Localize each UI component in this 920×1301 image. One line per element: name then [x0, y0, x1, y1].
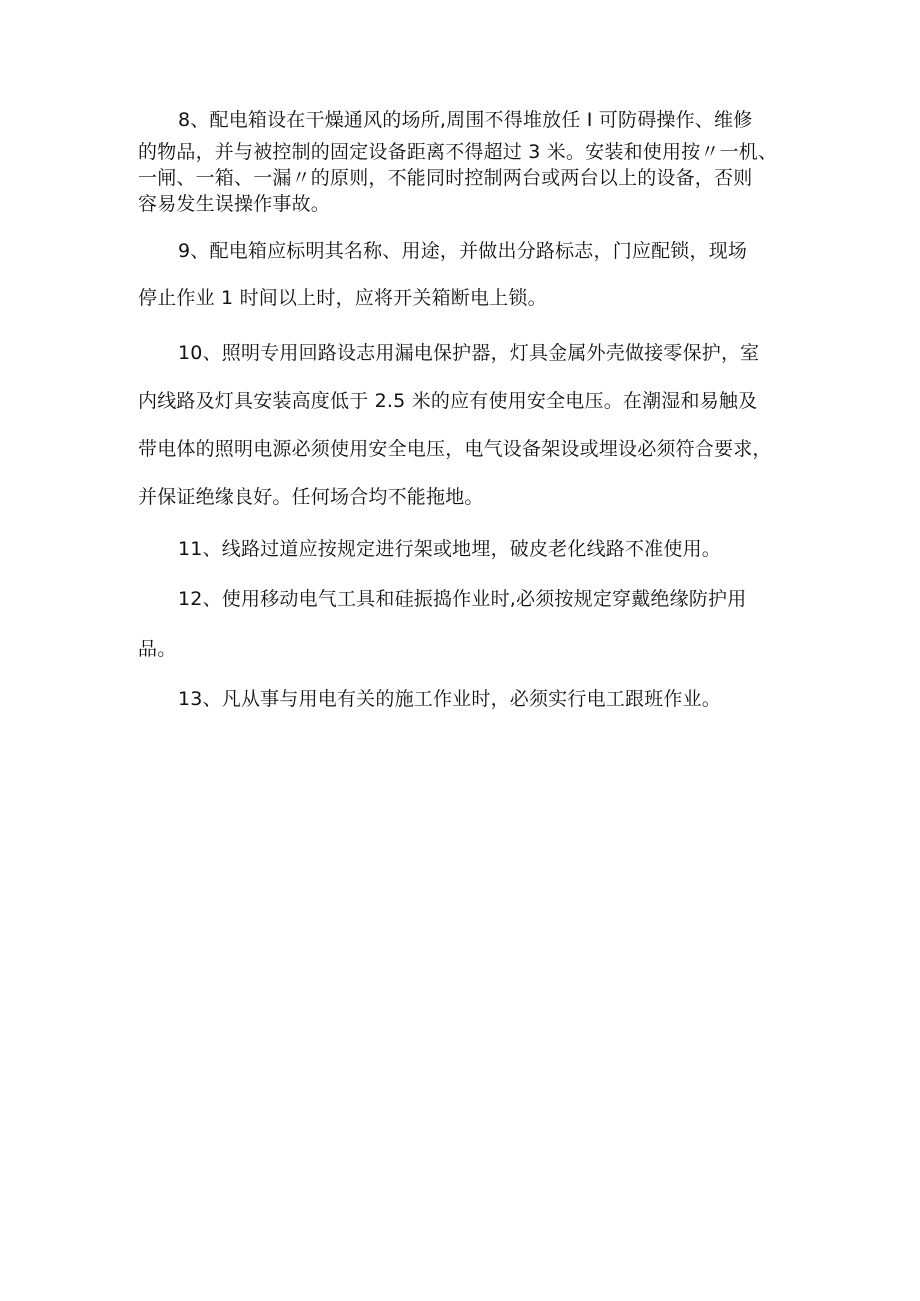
paragraph-line: 11、线路过道应按规定进行架或地埋，破皮老化线路不准使用。: [178, 538, 721, 560]
paragraph-line: 的物品，并与被控制的固定设备距离不得超过 3 米。安装和使用按〃一机、: [138, 141, 778, 163]
paragraph-line: 并保证绝缘良好。任何场合均不能拖地。: [138, 486, 484, 508]
paragraph-line: 一闸、一箱、一漏〃的原则，不能同时控制两台或两台以上的设备，否则: [138, 167, 753, 189]
paragraph-line: 容易发生误操作事故。: [138, 193, 331, 215]
paragraph-line: 13、凡从事与用电有关的施工作业时，必须实行电工跟班作业。: [178, 688, 721, 710]
paragraph-line: 品。: [138, 638, 177, 660]
paragraph-line: 停止作业 1 时间以上时，应将开关箱断电上锁。: [138, 287, 547, 309]
paragraph-line: 带电体的照明电源必须使用安全电压，电气设备架设或埋设必须符合要求，: [138, 438, 772, 460]
paragraph-line: 12、使用移动电气工具和硅振捣作业时,必须按规定穿戴绝缘防护用: [178, 588, 747, 610]
paragraph-line: 9、配电箱应标明其名称、用途，并做出分路标志，门应配锁，现场: [178, 240, 748, 262]
paragraph-line: 内线路及灯具安装高度低于 2.5 米的应有使用安全电压。在潮湿和易触及: [138, 390, 758, 412]
paragraph-line: 8、配电箱设在干燥通风的场所,周围不得堆放任 I 可防碍操作、维修: [178, 109, 753, 131]
paragraph-line: 10、照明专用回路设志用漏电保护器，灯具金属外壳做接零保护，室: [178, 342, 760, 364]
